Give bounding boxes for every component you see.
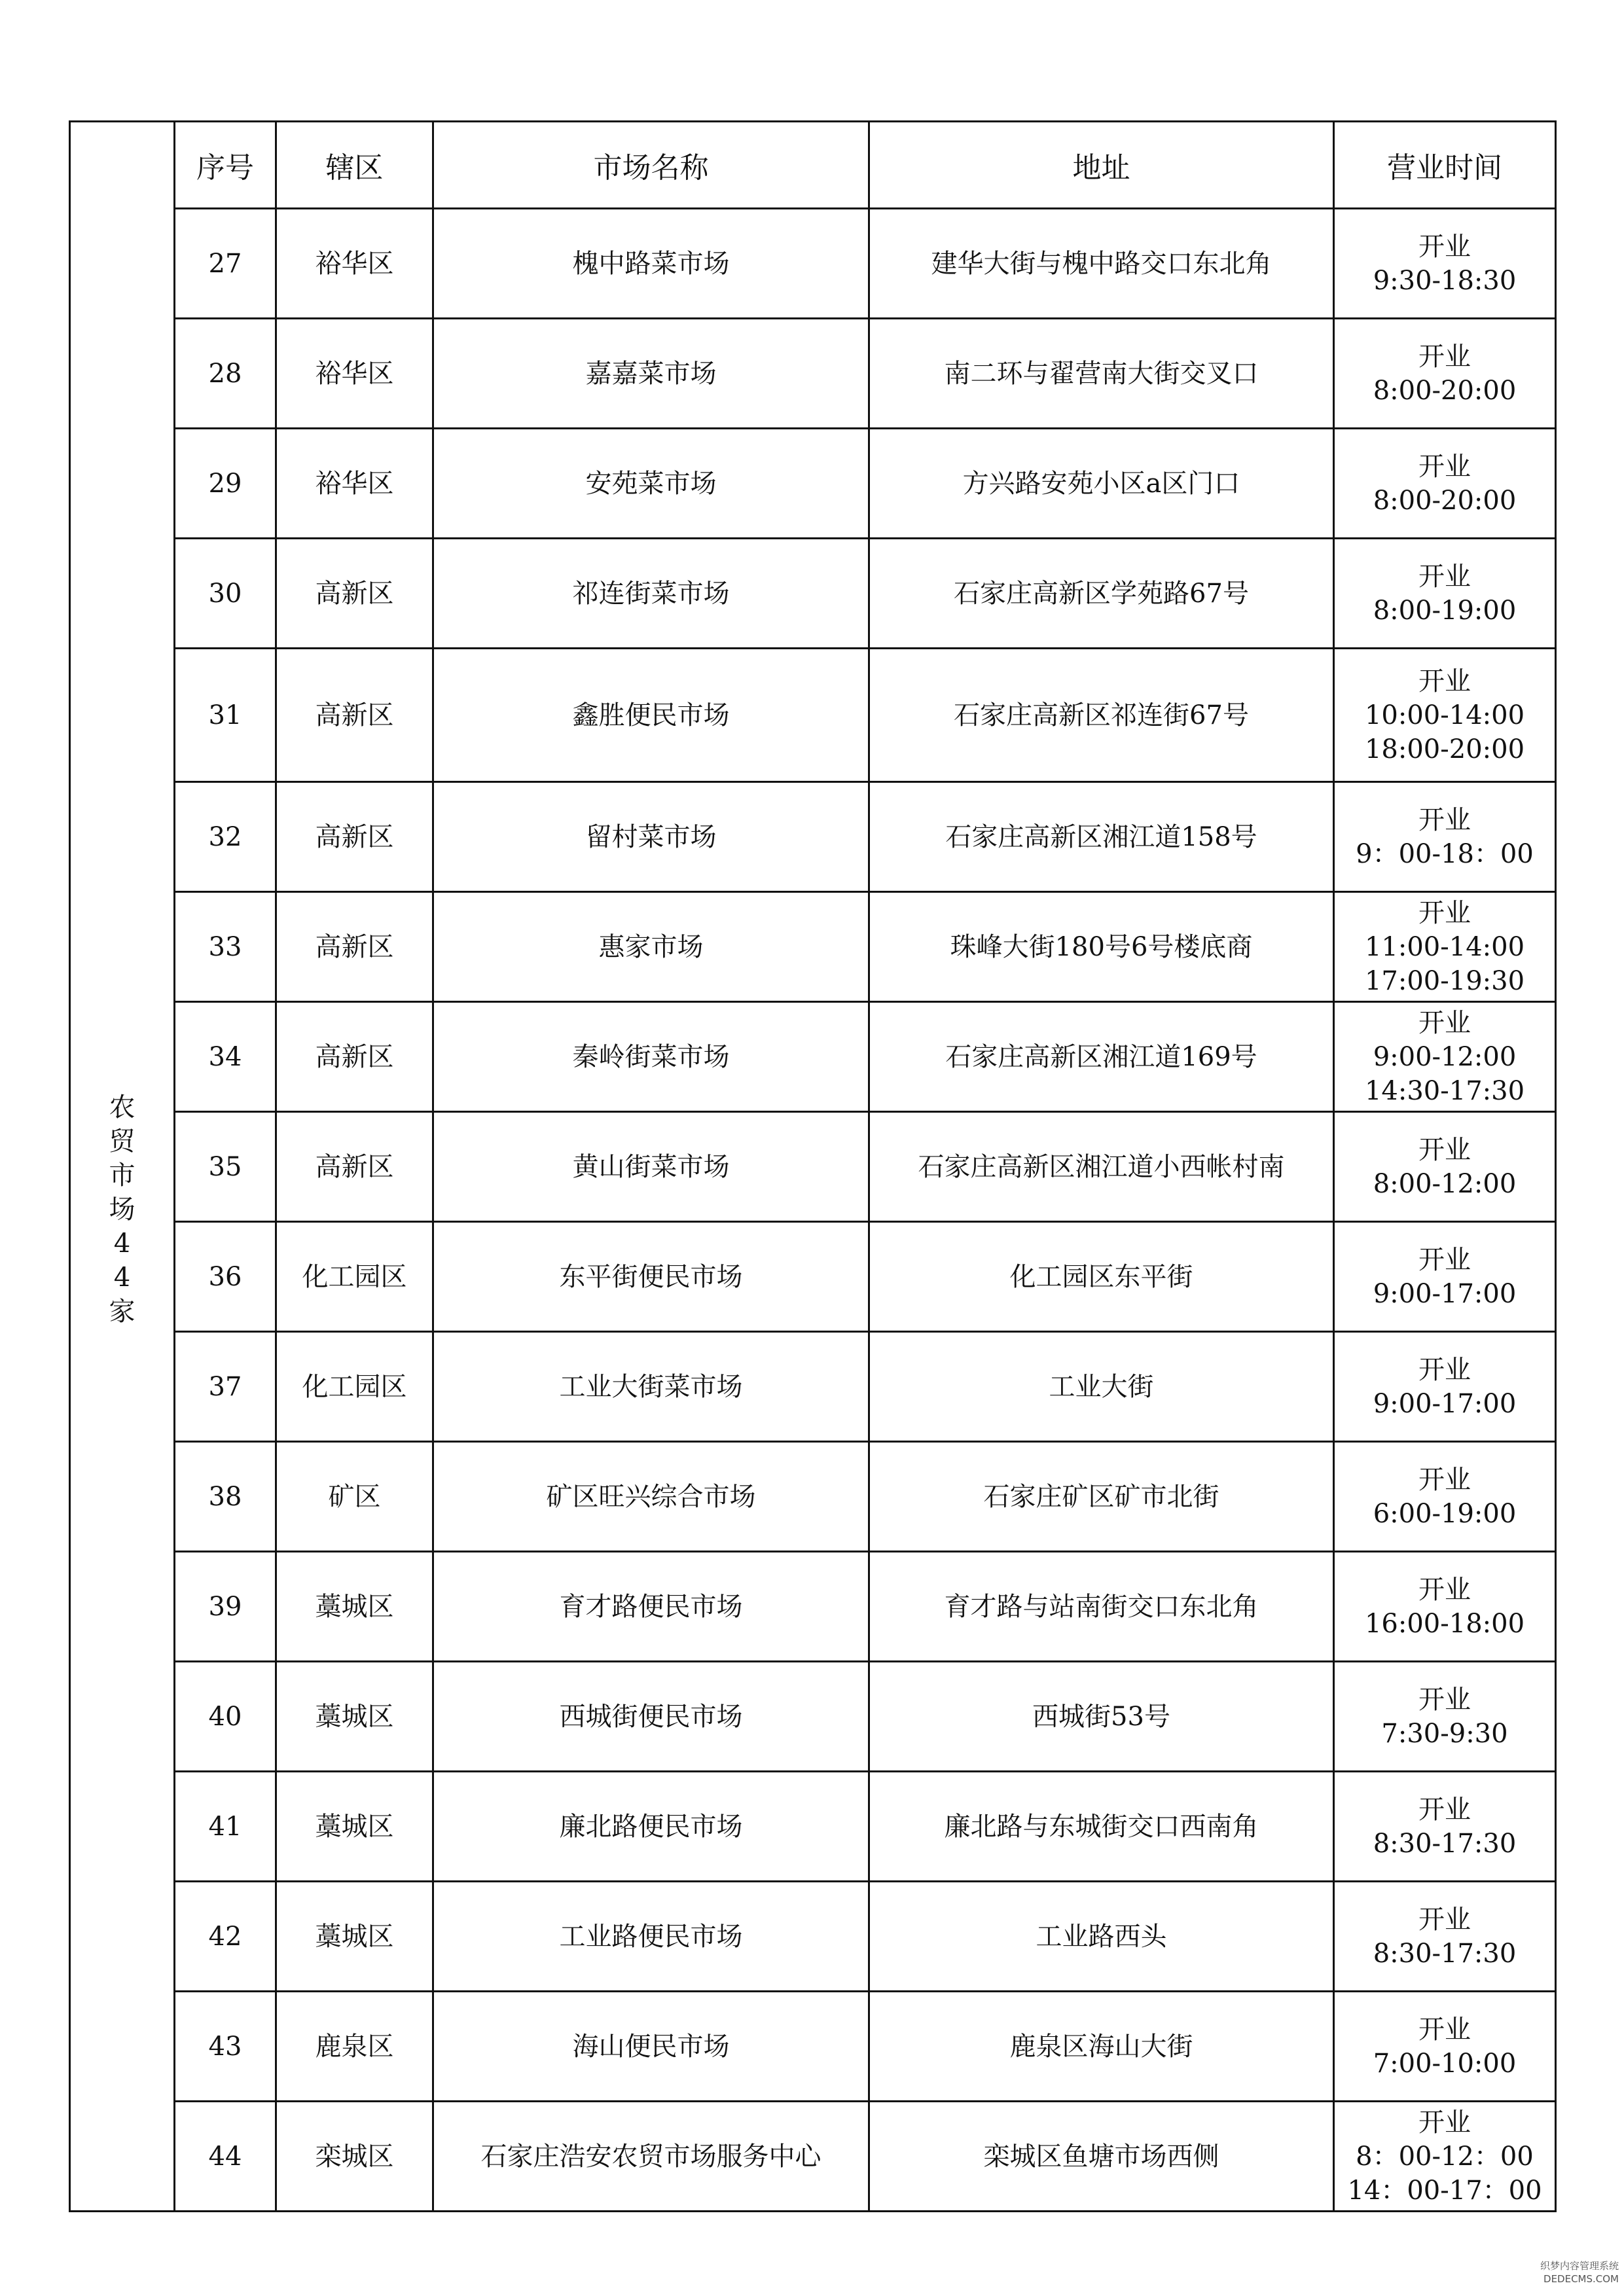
cell-name: 槐中路菜市场 — [433, 209, 869, 319]
cell-no: 27 — [175, 209, 276, 319]
cell-hours — [1334, 1112, 1556, 1222]
cell-no: 37 — [175, 1332, 276, 1442]
hours-line: 开业 — [1418, 231, 1471, 262]
table-row — [70, 1662, 1556, 1772]
table-row — [70, 782, 1556, 892]
cell-no: 30 — [175, 539, 276, 649]
cell-district: 裕华区 — [276, 429, 433, 539]
cell-district: 高新区 — [276, 539, 433, 649]
cell-hours — [1334, 892, 1556, 1002]
cell-address: 珠峰大街180号6号楼底商 — [869, 892, 1334, 1002]
cell-district: 藁城区 — [276, 1552, 433, 1662]
table-row — [70, 319, 1556, 429]
cell-hours — [1334, 1332, 1556, 1442]
hours-line: 开业 — [1418, 1574, 1471, 1605]
cell-hours — [1334, 1002, 1556, 1112]
hours-line: 开业 — [1418, 666, 1471, 696]
cell-address: 化工园区东平街 — [869, 1222, 1334, 1332]
hours-line: 开业 — [1418, 1134, 1471, 1165]
hours-line: 6:00-19:00 — [1373, 1498, 1517, 1529]
cell-district: 高新区 — [276, 649, 433, 782]
hours-line: 开业 — [1418, 804, 1471, 835]
category-header-blank — [70, 122, 175, 209]
cell-address: 建华大街与槐中路交口东北角 — [869, 209, 1334, 319]
cell-address: 石家庄高新区祁连街67号 — [869, 649, 1334, 782]
hours-line: 8:00-12:00 — [1373, 1168, 1517, 1199]
cell-district: 裕华区 — [276, 319, 433, 429]
table-row — [70, 1772, 1556, 1882]
table-row — [70, 1002, 1556, 1112]
cell-hours — [1334, 1552, 1556, 1662]
cell-district: 藁城区 — [276, 1882, 433, 1992]
cell-no: 36 — [175, 1222, 276, 1332]
cell-hours — [1334, 1222, 1556, 1332]
hours-line: 开业 — [1418, 1464, 1471, 1495]
hours-line: 9:00-12:00 — [1373, 1041, 1517, 1072]
cell-hours — [1334, 1882, 1556, 1992]
hours-line: 开业 — [1418, 1007, 1471, 1038]
cell-no: 35 — [175, 1112, 276, 1222]
hours-line: 17:00-19:30 — [1364, 965, 1525, 996]
cell-district: 化工园区 — [276, 1222, 433, 1332]
cell-district: 高新区 — [276, 1112, 433, 1222]
cell-no: 42 — [175, 1882, 276, 1992]
cell-address: 石家庄矿区矿市北街 — [869, 1442, 1334, 1552]
table-row — [70, 649, 1556, 782]
hours-line: 8:00-20:00 — [1373, 375, 1517, 406]
cell-name: 工业大街菜市场 — [433, 1332, 869, 1442]
cell-no: 32 — [175, 782, 276, 892]
hours-line: 开业 — [1418, 2014, 1471, 2045]
table-row — [70, 1332, 1556, 1442]
table-row — [70, 1442, 1556, 1552]
hours-line: 8:30-17:30 — [1373, 1938, 1517, 1969]
cell-name: 东平街便民市场 — [433, 1222, 869, 1332]
cell-name: 廉北路便民市场 — [433, 1772, 869, 1882]
hours-line: 9:00-17:00 — [1373, 1388, 1517, 1419]
table-row — [70, 209, 1556, 319]
category-label: 农 贸 市 场 4 4 家 — [109, 1092, 135, 1327]
cell-address: 石家庄高新区湘江道小西帐村南 — [869, 1112, 1334, 1222]
market-table — [69, 120, 1557, 2212]
cell-hours — [1334, 1772, 1556, 1882]
cell-no: 34 — [175, 1002, 276, 1112]
cell-no: 39 — [175, 1552, 276, 1662]
hours-line: 10:00-14:00 — [1364, 700, 1525, 730]
table-row — [70, 429, 1556, 539]
cell-name: 祁连街菜市场 — [433, 539, 869, 649]
col-header-hours: 营业时间 — [1334, 122, 1556, 209]
cell-name: 惠家市场 — [433, 892, 869, 1002]
hours-line: 9:00-17:00 — [1373, 1278, 1517, 1309]
hours-line: 14:30-17:30 — [1364, 1075, 1525, 1106]
cell-district: 高新区 — [276, 1002, 433, 1112]
cell-district: 矿区 — [276, 1442, 433, 1552]
cell-district: 栾城区 — [276, 2102, 433, 2212]
hours-line: 开业 — [1418, 1684, 1471, 1715]
hours-line: 开业 — [1418, 1354, 1471, 1385]
cell-hours — [1334, 319, 1556, 429]
cell-address: 南二环与翟营南大街交叉口 — [869, 319, 1334, 429]
hours-line: 开业 — [1418, 2107, 1471, 2138]
cell-district: 高新区 — [276, 892, 433, 1002]
cell-name: 秦岭街菜市场 — [433, 1002, 869, 1112]
table-row — [70, 1992, 1556, 2102]
hours-line: 16:00-18:00 — [1364, 1608, 1525, 1639]
cell-address: 石家庄高新区湘江道169号 — [869, 1002, 1334, 1112]
hours-line: 开业 — [1418, 561, 1471, 592]
cell-address: 工业大街 — [869, 1332, 1334, 1442]
cell-hours — [1334, 1662, 1556, 1772]
col-header-no: 序号 — [175, 122, 276, 209]
hours-line: 8:00-20:00 — [1373, 485, 1517, 516]
hours-line: 开业 — [1418, 1244, 1471, 1275]
hours-line: 8:00-19:00 — [1373, 595, 1517, 626]
cell-name: 嘉嘉菜市场 — [433, 319, 869, 429]
cell-address: 育才路与站南街交口东北角 — [869, 1552, 1334, 1662]
cell-no: 41 — [175, 1772, 276, 1882]
cell-district: 高新区 — [276, 782, 433, 892]
cell-address: 石家庄高新区湘江道158号 — [869, 782, 1334, 892]
hours-line: 开业 — [1418, 1794, 1471, 1825]
cell-name: 矿区旺兴综合市场 — [433, 1442, 869, 1552]
cell-address: 栾城区鱼塘市场西侧 — [869, 2102, 1334, 2212]
cell-hours — [1334, 1442, 1556, 1552]
cell-name: 鑫胜便民市场 — [433, 649, 869, 782]
header-row — [70, 122, 1556, 209]
cell-name: 黄山街菜市场 — [433, 1112, 869, 1222]
cell-no: 40 — [175, 1662, 276, 1772]
cell-no: 31 — [175, 649, 276, 782]
table-row — [70, 1552, 1556, 1662]
cell-hours — [1334, 649, 1556, 782]
hours-line: 开业 — [1418, 897, 1471, 928]
hours-line: 7:00-10:00 — [1373, 2048, 1517, 2079]
cell-no: 43 — [175, 1992, 276, 2102]
table-body — [70, 209, 1556, 2212]
cell-address: 西城街53号 — [869, 1662, 1334, 1772]
hours-line: 8:30-17:30 — [1373, 1828, 1517, 1859]
cell-name: 留村菜市场 — [433, 782, 869, 892]
cell-name: 育才路便民市场 — [433, 1552, 869, 1662]
cell-district: 藁城区 — [276, 1772, 433, 1882]
hours-line: 14：00-17：00 — [1347, 2175, 1542, 2206]
table-row — [70, 2102, 1556, 2212]
watermark-line1: 织梦内容管理系统 — [1540, 2260, 1619, 2272]
cell-hours — [1334, 2102, 1556, 2212]
col-header-district: 辖区 — [276, 122, 433, 209]
category-cell — [70, 209, 175, 2212]
cell-no: 33 — [175, 892, 276, 1002]
table-row — [70, 1222, 1556, 1332]
hours-line: 开业 — [1418, 341, 1471, 372]
cell-hours — [1334, 429, 1556, 539]
cell-no: 28 — [175, 319, 276, 429]
cell-district: 鹿泉区 — [276, 1992, 433, 2102]
cell-hours — [1334, 209, 1556, 319]
cell-address: 工业路西头 — [869, 1882, 1334, 1992]
hours-line: 9:30-18:30 — [1373, 265, 1517, 296]
cell-name: 西城街便民市场 — [433, 1662, 869, 1772]
cell-name: 安苑菜市场 — [433, 429, 869, 539]
hours-line: 开业 — [1418, 1904, 1471, 1935]
hours-line: 18:00-20:00 — [1364, 734, 1525, 764]
cell-address: 方兴路安苑小区a区门口 — [869, 429, 1334, 539]
hours-line: 11:00-14:00 — [1364, 931, 1525, 962]
hours-line: 9：00-18：00 — [1356, 838, 1534, 869]
cell-name: 海山便民市场 — [433, 1992, 869, 2102]
cell-no: 29 — [175, 429, 276, 539]
table-row — [70, 892, 1556, 1002]
cell-district: 藁城区 — [276, 1662, 433, 1772]
cell-name: 工业路便民市场 — [433, 1882, 869, 1992]
table-row — [70, 1882, 1556, 1992]
cell-district: 化工园区 — [276, 1332, 433, 1442]
table-row — [70, 539, 1556, 649]
hours-line: 8：00-12：00 — [1356, 2141, 1534, 2172]
cell-district: 裕华区 — [276, 209, 433, 319]
cell-hours — [1334, 782, 1556, 892]
cell-address: 廉北路与东城街交口西南角 — [869, 1772, 1334, 1882]
cell-address: 鹿泉区海山大街 — [869, 1992, 1334, 2102]
table-row — [70, 1112, 1556, 1222]
hours-line: 7:30-9:30 — [1381, 1718, 1508, 1749]
cell-hours — [1334, 1992, 1556, 2102]
cell-no: 44 — [175, 2102, 276, 2212]
cell-address: 石家庄高新区学苑路67号 — [869, 539, 1334, 649]
watermark-line2: DEDECMS.COM — [1543, 2273, 1619, 2285]
cell-hours — [1334, 539, 1556, 649]
watermark-logo — [1507, 2259, 1619, 2289]
cell-no: 38 — [175, 1442, 276, 1552]
col-header-address: 地址 — [869, 122, 1334, 209]
hours-line: 开业 — [1418, 451, 1471, 482]
cell-name: 石家庄浩安农贸市场服务中心 — [433, 2102, 869, 2212]
col-header-name: 市场名称 — [433, 122, 869, 209]
